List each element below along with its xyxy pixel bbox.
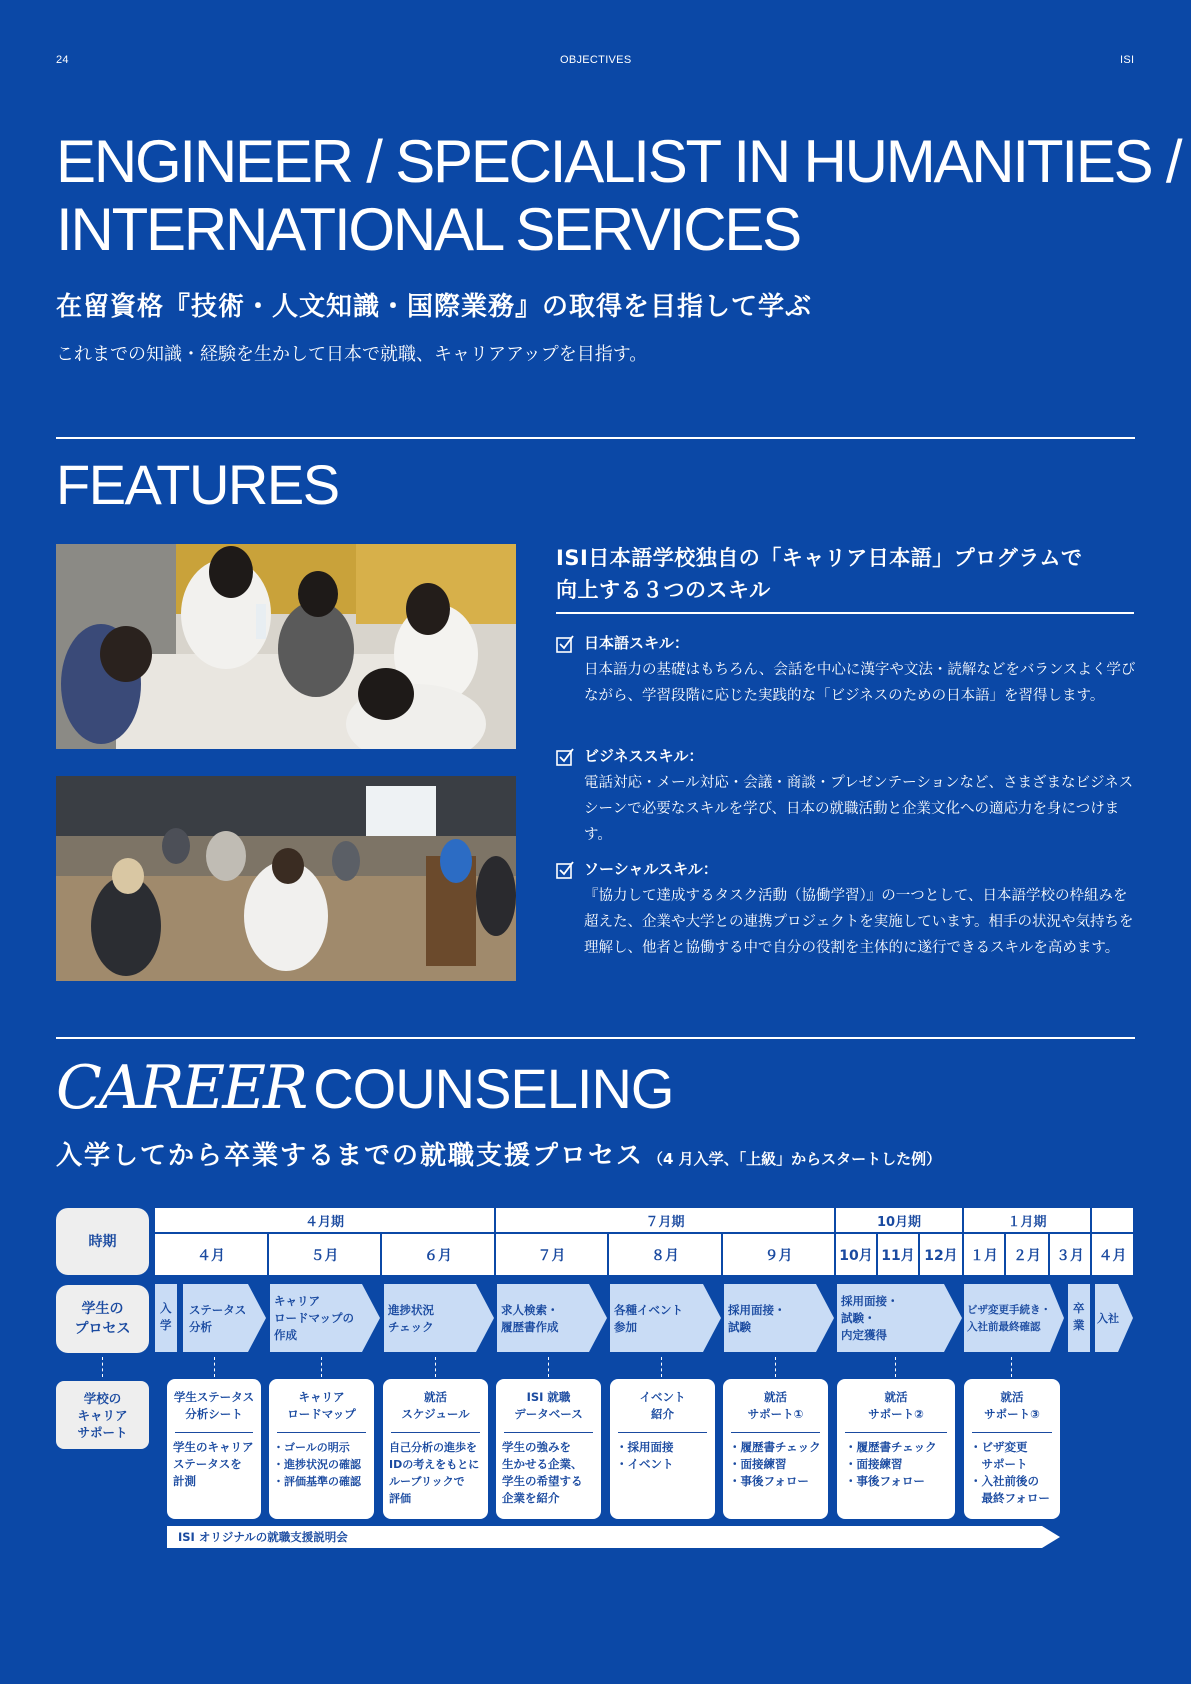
support-card-body-line: ・履歴書チェック — [845, 1440, 937, 1454]
support-card-title-line: 学生ステータス — [173, 1390, 255, 1404]
connector — [102, 1357, 103, 1377]
process-step-line: 業 — [1073, 1318, 1085, 1332]
support-card-title-line: イベント — [639, 1390, 686, 1404]
support-card-body-line: ・面接練習 — [845, 1457, 903, 1471]
process-step-line: 参加 — [614, 1320, 637, 1334]
skill-title: 日本語スキル： — [584, 634, 689, 652]
support-card-body-line: ・入社前後の — [970, 1474, 1039, 1488]
month-cell: ９月 — [723, 1234, 834, 1275]
month-cell: ３月 — [1050, 1234, 1090, 1275]
support-card-body — [970, 1439, 1056, 1507]
career-heading-regular: COUNSELING — [313, 1057, 674, 1120]
support-card-title-line: サポート① — [747, 1407, 804, 1421]
month-cell: ６月 — [382, 1234, 494, 1275]
process-step-line: 内定獲得 — [841, 1328, 887, 1342]
features-intro-line-2: 向上する３つのスキル — [556, 578, 771, 602]
support-card-status-sheet — [167, 1379, 261, 1519]
month-cell: 12月 — [920, 1234, 962, 1275]
support-card-divider — [504, 1432, 593, 1433]
title-line-2: INTERNATIONAL SERVICES — [56, 196, 800, 263]
connector — [435, 1357, 436, 1377]
skill-title: ソーシャルスキル： — [584, 860, 718, 878]
support-card-body-line: 学生のキャリア — [173, 1440, 254, 1454]
support-card-title-line: 分析シート — [185, 1407, 243, 1421]
support-card-job-support-3 — [964, 1379, 1060, 1519]
description-jp: これまでの知識・経験を生かして日本で就職、キャリアアップを目指す。 — [56, 344, 648, 365]
support-card-body-line: ・ビザ変更 — [970, 1440, 1028, 1454]
support-card-divider — [391, 1432, 480, 1433]
term-cell: ４月期 — [155, 1208, 494, 1232]
student-process-label-line-2: プロセス — [74, 1321, 131, 1337]
support-card-body-line: サポート — [970, 1457, 1028, 1471]
process-step-line: 試験 — [728, 1320, 751, 1334]
process-step-line: 各種イベント — [614, 1303, 683, 1317]
process-step-line: 分析 — [189, 1320, 212, 1334]
month-cell: ５月 — [269, 1234, 380, 1275]
process-step-roadmap — [274, 1293, 354, 1344]
support-card-schedule — [383, 1379, 488, 1519]
process-step-line: 履歴書作成 — [501, 1320, 559, 1334]
support-card-title — [723, 1389, 828, 1423]
support-card-title-line: 紹介 — [651, 1407, 674, 1421]
support-card-divider — [175, 1432, 253, 1433]
process-step-line: 採用面接・ — [841, 1294, 899, 1308]
process-step-events — [614, 1302, 683, 1336]
support-card-event — [610, 1379, 715, 1519]
support-card-title — [496, 1389, 601, 1423]
title-line-1: ENGINEER / SPECIALIST IN HUMANITIES / — [56, 128, 1181, 195]
support-card-divider — [277, 1432, 366, 1433]
skill-body: 日本語力の基礎はもちろん、会話を中心に漢字や文法・読解などをバランスよく学びながら、学習段階に応じた実践的な「ビジネスのための日本語」を習得します。 — [584, 662, 1136, 704]
support-card-body-line: 生かせる企業、 — [502, 1457, 583, 1471]
support-card-body-line: IDの考えをもとに — [389, 1458, 480, 1471]
career-subtitle-main: 入学してから卒業するまでの就職支援プロセス — [56, 1141, 645, 1171]
support-card-body — [845, 1439, 951, 1490]
support-card-body — [729, 1439, 824, 1490]
support-card-title — [167, 1389, 261, 1423]
process-step-enroll — [160, 1300, 172, 1334]
process-step-line: 卒 — [1073, 1301, 1085, 1315]
process-step-line: 作成 — [274, 1328, 297, 1342]
support-card-title-line: サポート③ — [984, 1407, 1040, 1421]
term-cell: 10月期 — [836, 1208, 962, 1232]
support-card-title-line: スケジュール — [401, 1407, 470, 1421]
support-card-body-line: 最終フォロー — [970, 1491, 1050, 1505]
month-cell: ８月 — [609, 1234, 721, 1275]
section-label: OBJECTIVES — [560, 54, 632, 66]
support-card-body-line: 評価 — [389, 1492, 411, 1505]
connector — [1011, 1357, 1012, 1377]
support-card-divider — [972, 1432, 1052, 1433]
support-card-body-line: ・事後フォロー — [845, 1474, 925, 1488]
support-card-body-line: ・進捗状況の確認 — [273, 1458, 361, 1471]
process-step-status — [189, 1302, 246, 1336]
process-step-line: 採用面接・ — [728, 1303, 786, 1317]
process-step-line: 求人検索・ — [501, 1303, 559, 1317]
support-card-title — [383, 1389, 488, 1423]
process-step-line: ステータス — [189, 1303, 247, 1317]
term-cell: ７月期 — [496, 1208, 834, 1232]
subtitle-jp: 在留資格『技術・人文知識・国際業務』の取得を目指して学ぶ — [56, 292, 813, 322]
process-step-visa — [967, 1302, 1051, 1336]
support-card-divider — [618, 1432, 707, 1433]
process-step-graduate — [1073, 1300, 1085, 1334]
month-cell: 11月 — [878, 1234, 918, 1275]
support-card-body-line: ・評価基準の確認 — [273, 1475, 361, 1488]
support-card-body-line: ・採用面接 — [616, 1440, 674, 1454]
support-card-title-line: データベース — [514, 1407, 583, 1421]
process-step-line: チェック — [388, 1320, 434, 1334]
support-card-title-line: ISI 就職 — [526, 1390, 571, 1404]
month-cell: ２月 — [1006, 1234, 1048, 1275]
support-card-title — [964, 1389, 1060, 1423]
support-card-database — [496, 1379, 601, 1519]
process-step-line: ロードマップの — [274, 1311, 355, 1325]
support-card-title-line: ロードマップ — [287, 1407, 356, 1421]
connector — [661, 1357, 662, 1377]
month-cell: １月 — [964, 1234, 1004, 1275]
support-card-body — [616, 1439, 711, 1473]
month-cell: ７月 — [496, 1234, 607, 1275]
process-step-line: ビザ変更手続き・ — [967, 1304, 1051, 1316]
support-card-title — [269, 1389, 374, 1423]
process-step-line: 入社 — [1097, 1312, 1119, 1325]
support-card-body-line: 計測 — [173, 1474, 196, 1488]
period-label: 時期 — [56, 1208, 149, 1275]
connector — [775, 1357, 776, 1377]
process-step-line: 試験・ — [841, 1311, 876, 1325]
school-support-label-line-3: サポート — [77, 1424, 128, 1440]
support-card-title-line: 就活 — [1000, 1390, 1024, 1404]
process-step-job-search — [501, 1302, 559, 1336]
support-card-body-line: ・ゴールの明示 — [273, 1441, 350, 1454]
connector — [321, 1357, 322, 1377]
connector — [214, 1357, 215, 1377]
month-cell: 10月 — [836, 1234, 876, 1275]
support-card-body — [273, 1439, 370, 1490]
skill-body: 『協力して達成するタスク活動（協働学習）』の一つとして、日本語学校の枠組みを超えた、企業や大学との連携プロジェクトを実施しています。相手の状況や気持ちを理解し、他者と協働する中で自分の役割を主体的に遂行できるスキルを高めます。 — [584, 888, 1134, 956]
brand-label: ISI — [1120, 54, 1135, 66]
skill-title: ビジネススキル： — [584, 747, 704, 765]
connector — [895, 1357, 896, 1377]
support-card-body-line: ・イベント — [616, 1457, 674, 1471]
support-card-title — [610, 1389, 715, 1423]
process-step-offer — [841, 1293, 899, 1344]
process-step-progress — [388, 1302, 434, 1336]
support-card-body-line: 学生の希望する — [502, 1474, 583, 1488]
process-step-line: 学 — [160, 1318, 172, 1332]
support-card-body-line: ・履歴書チェック — [729, 1440, 821, 1454]
process-step-line: 進捗状況 — [388, 1303, 434, 1317]
month-cell: ４月 — [155, 1234, 267, 1275]
support-card-title-line: 就活 — [424, 1390, 447, 1404]
process-step-line: 入社前最終確認 — [967, 1321, 1041, 1333]
process-step-line: 入 — [160, 1301, 172, 1315]
support-card-title-line: 就活 — [884, 1390, 908, 1404]
support-card-roadmap — [269, 1379, 374, 1519]
support-card-body-line: 自己分析の進歩を — [389, 1441, 477, 1454]
support-card-title — [837, 1389, 955, 1423]
career-subtitle-note: （4 月入学、「上級」からスタートした例） — [648, 1150, 942, 1168]
support-card-title-line: サポート② — [868, 1407, 924, 1421]
support-card-body — [173, 1439, 257, 1490]
support-card-body-line: 学生の強みを — [502, 1440, 571, 1454]
support-card-job-support-2 — [837, 1379, 955, 1519]
process-step-join — [1097, 1310, 1119, 1327]
support-card-body-line: ・事後フォロー — [729, 1474, 809, 1488]
school-support-label-line-2: キャリア — [77, 1407, 128, 1423]
school-support-label-line-1: 学校の — [83, 1390, 122, 1406]
support-card-divider — [731, 1432, 820, 1433]
skill-body: 電話対応・メール対応・会議・商談・プレゼンテーションなど、さまざまなビジネスシーンで必要なスキルを学び、日本の就職活動と企業文化への適応力を身につけます。 — [584, 775, 1134, 843]
career-heading-italic: CAREER — [56, 1053, 306, 1123]
support-card-body-line: ステータスを — [173, 1457, 242, 1471]
month-cell: ４月 — [1092, 1234, 1133, 1275]
support-card-job-support-1 — [723, 1379, 828, 1519]
support-card-title-line: 就活 — [764, 1390, 787, 1404]
connector — [548, 1357, 549, 1377]
support-card-body — [502, 1439, 597, 1507]
orientation-arrow-label: ISI オリジナルの就職支援説明会 — [178, 1530, 348, 1544]
support-card-body-line: ルーブリックで — [389, 1475, 465, 1488]
term-cell: １月期 — [964, 1208, 1090, 1232]
support-card-body-line: ・面接練習 — [729, 1457, 787, 1471]
support-card-divider — [845, 1432, 947, 1433]
features-intro-line-1: ISI日本語学校独自の「キャリア日本語」プログラムで — [556, 546, 1083, 570]
page-number: 24 — [56, 54, 69, 66]
support-card-body-line: 企業を紹介 — [502, 1491, 560, 1505]
student-process-label-line-1: 学生の — [81, 1301, 124, 1317]
features-heading: FEATURES — [56, 453, 339, 516]
process-step-interview — [728, 1302, 786, 1336]
process-step-line: キャリア — [274, 1294, 320, 1308]
support-card-body — [389, 1439, 484, 1507]
support-card-title-line: キャリア — [298, 1390, 345, 1404]
